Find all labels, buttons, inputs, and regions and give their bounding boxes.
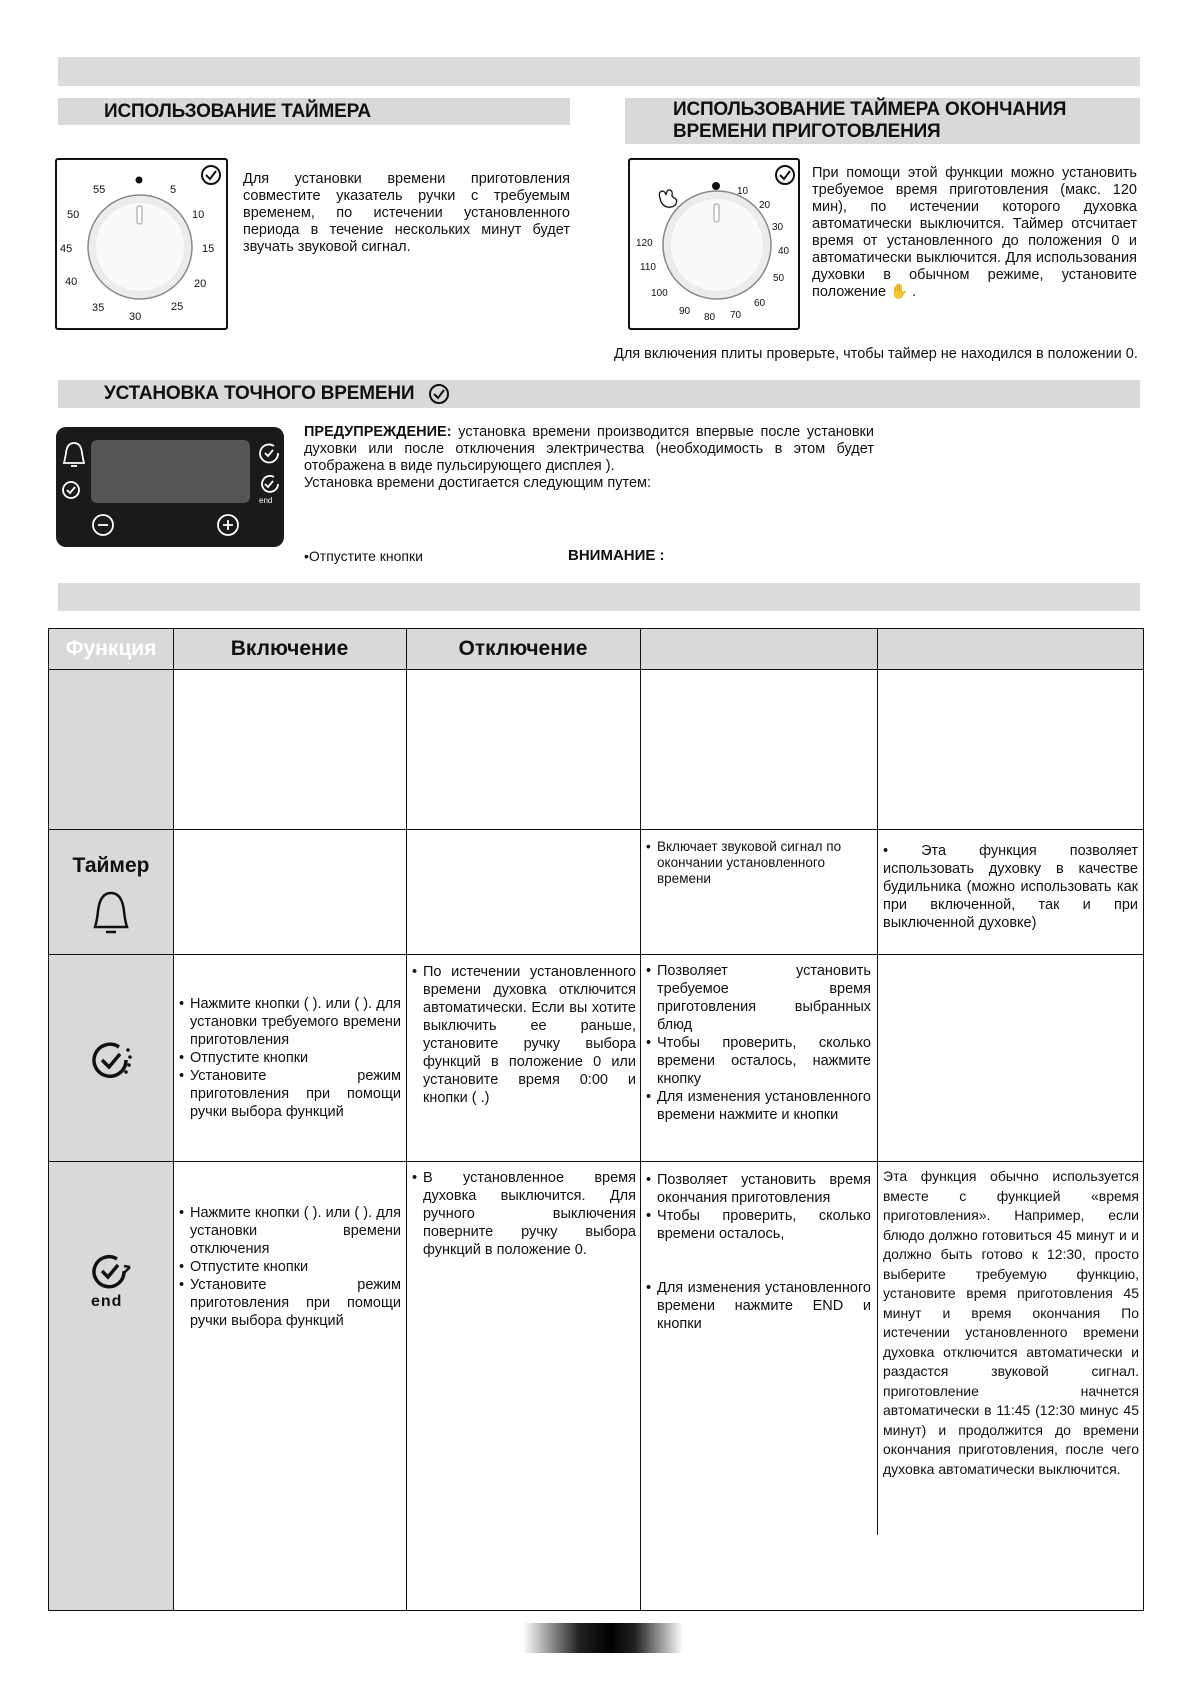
timer-dial-box [55, 158, 228, 330]
section-title-clock-text: УСТАНОВКА ТОЧНОГО ВРЕМЕНИ [104, 383, 415, 404]
svg-text:80: 80 [704, 312, 716, 323]
warning-label: ПРЕДУПРЕЖДЕНИЕ: [304, 424, 452, 440]
list-item: • Чтобы проверить, сколько времени осталось, [646, 1207, 871, 1243]
svg-text:60: 60 [754, 298, 766, 309]
list-item: • По истечении установленного времени духовка отключится автоматически. Если вы хотите выключить ее раньше, установите ручку выбора функций в положение 0 или установите время 0:00 и кнопки ( .) [412, 963, 636, 1107]
header-function: Функция [65, 637, 157, 660]
top-bar [58, 57, 1140, 86]
end-off [412, 1169, 636, 1259]
list-item: • Для изменения установленного времени нажмите и кнопки [646, 1088, 871, 1124]
attention-label: ВНИМАНИЕ : [568, 547, 665, 564]
header-off: Отключение [458, 637, 588, 660]
svg-text:10: 10 [737, 186, 749, 197]
svg-text:5: 5 [170, 184, 177, 196]
bell-icon [89, 885, 133, 937]
svg-text:15: 15 [202, 243, 215, 255]
end-time-icon[interactable] [259, 476, 278, 505]
duration-c3 [646, 962, 871, 1124]
svg-text:90: 90 [679, 306, 691, 317]
clock-icon [428, 383, 450, 405]
end-timer-description-tail: . [912, 284, 917, 300]
release-buttons-note: •Отпустите кнопки [304, 548, 423, 564]
clock-icon[interactable] [63, 482, 79, 498]
list-item: • Нажмите кнопки ( ). или ( ). для установки времени отключения [179, 1204, 401, 1258]
timer-description: Для установки времени приготовления совместите указатель ручки с требуемым временем, по истечении установленного периода в течение нескольких минут будет звучать звуковой сигнал. [243, 171, 570, 255]
svg-text:100: 100 [651, 288, 668, 299]
list-item: • Установите режим приготовления при помощи ручки выбора функций [179, 1276, 401, 1330]
timer-dial[interactable] [57, 160, 226, 328]
end-c3 [646, 1171, 871, 1333]
hand-icon [659, 190, 676, 207]
svg-text:20: 20 [194, 278, 207, 290]
list-item: • Отпустите кнопки [179, 1049, 401, 1067]
list-item: • Отпустите кнопки [179, 1258, 401, 1276]
svg-text:50: 50 [773, 273, 785, 284]
page-number-bar [523, 1623, 683, 1653]
warning-block [304, 424, 874, 492]
svg-text:20: 20 [759, 200, 771, 211]
end-c4: Эта функция обычно используется вместе с функцией «время приготовления». Например, если блюдо должно готовиться 45 минут и и должно быть готово к 12:30, просто выберите требуемую функцию, установите время приготовления 45 минут и время окончания По истечении установленного времени духовка отключится автоматически и раздастся звуковой сигнал. приготовление начнется автоматически в 11:45 (12:30 минус 45 минут) и продолжится до времени окончания приготовления, после чего духовка автоматически выключится. [883, 1168, 1139, 1477]
svg-text:110: 110 [640, 262, 656, 273]
plate-note: Для включения плиты проверьте, чтобы таймер не находился в положении 0. [614, 346, 1138, 362]
hand-icon: ✋ [890, 284, 909, 300]
section-title-end-timer [625, 98, 1140, 144]
list-item: • Нажмите кнопки ( ). или ( ). для установки требуемого времени приготовления [179, 995, 401, 1049]
minus-icon[interactable] [93, 515, 113, 535]
warning-text-2: Установка времени достигается следующим путем: [304, 475, 652, 491]
svg-text:50: 50 [67, 209, 80, 221]
mid-bar [58, 583, 1140, 611]
list-item: • Установите режим приготовления при помощи ручки выбора функций [179, 1067, 401, 1121]
duration-on [179, 995, 401, 1121]
svg-text:10: 10 [192, 209, 205, 221]
svg-text:30: 30 [772, 222, 784, 233]
end-timer-description-text: При помощи этой функции можно установить требуемое время приготовления (макс. 120 мин), по истечении которого духовка автоматически выключится. Таймер отсчитает время от установленного до положения 0 и автоматически выключится. Для использования духовки в обычном режиме, установите положение [812, 165, 1137, 300]
list-item: • Позволяет установить требуемое время приготовления выбранных блюд [646, 962, 871, 1034]
svg-text:40: 40 [778, 246, 790, 257]
list-item: • Чтобы проверить, сколько времени осталось, нажмите кнопку [646, 1034, 871, 1088]
svg-text:120: 120 [636, 238, 653, 249]
control-panel [56, 427, 284, 547]
duration-off [412, 963, 636, 1107]
end-timer-dial[interactable] [630, 160, 798, 328]
functions-table [48, 628, 1144, 1611]
end-icon-label: end [91, 1293, 123, 1310]
clock-icon [776, 166, 794, 184]
cook-duration-icon [86, 1035, 136, 1085]
svg-text:25: 25 [171, 301, 184, 313]
svg-text:45: 45 [60, 243, 73, 255]
bell-icon[interactable] [64, 443, 84, 466]
list-item: • В установленное время духовка выключится. Для ручного выключения поверните ручку выбора функций в положение 0. [412, 1169, 636, 1259]
list-item: • Позволяет установить время окончания приготовления [646, 1171, 871, 1207]
svg-text:end: end [259, 496, 273, 505]
cook-duration-icon[interactable] [260, 444, 278, 462]
row-label-timer: Таймер [72, 854, 150, 877]
warning-text: установка времени производится впервые после установки духовки или после отключения электричества (необходимость в этом будет отображена в виде пульсирующего дисплея ). [304, 424, 874, 474]
svg-text:70: 70 [730, 310, 742, 321]
list-item: • Включает звуковой сигнал по окончании установленного времени [646, 839, 866, 887]
function-column-bg [49, 629, 173, 1610]
timer-c4: • Эта функция позволяет использовать духовку в качестве будильника (можно использовать как при включенной, так и при выключенной духовке) [883, 843, 1138, 931]
clock-icon [202, 166, 220, 184]
end-on [179, 1204, 401, 1330]
svg-text:40: 40 [65, 276, 78, 288]
section-title-timer: ИСПОЛЬЗОВАНИЕ ТАЙМЕРА [58, 98, 570, 125]
section-title-clock [58, 380, 1140, 408]
timer-c3 [646, 839, 866, 887]
list-item: • Для изменения установленного времени нажмите END и кнопки [646, 1279, 871, 1333]
end-timer-dial-box [628, 158, 800, 330]
plus-icon[interactable] [218, 515, 238, 535]
end-timer-description [812, 165, 1137, 301]
svg-text:35: 35 [92, 302, 105, 314]
svg-text:30: 30 [129, 311, 142, 323]
section-title-end-timer-text: ИСПОЛЬЗОВАНИЕ ТАЙМЕРА ОКОНЧАНИЯ ВРЕМЕНИ ПРИГОТОВЛЕНИЯ [673, 99, 1067, 142]
svg-text:55: 55 [93, 184, 106, 196]
header-on: Включение [230, 637, 349, 660]
